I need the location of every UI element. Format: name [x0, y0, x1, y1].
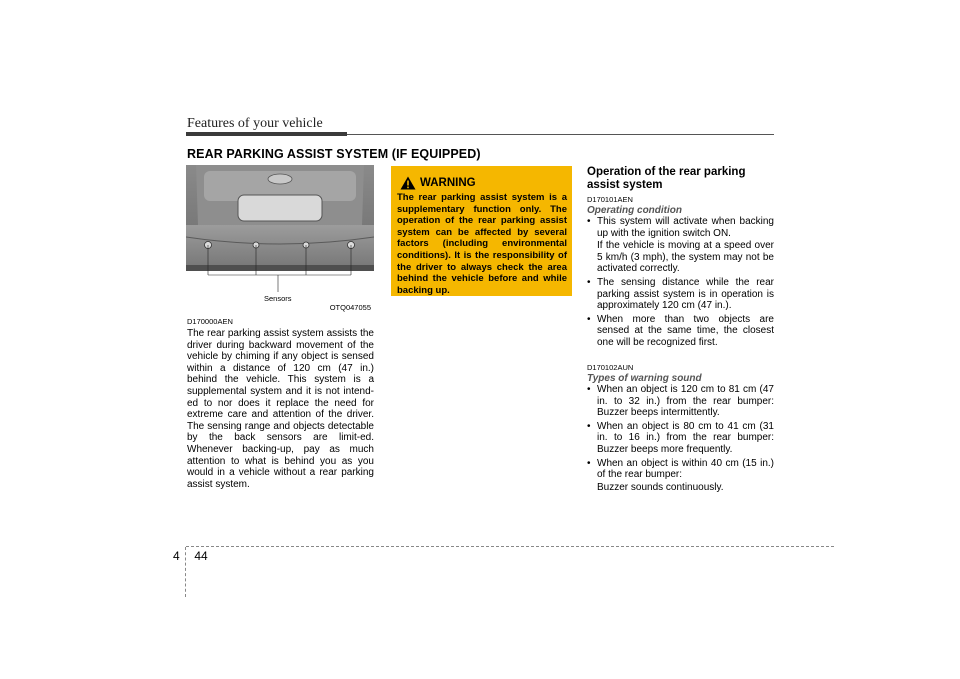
list-item-text: This system will activate when backing up with the ignition switch ON.: [597, 216, 774, 239]
intro-paragraph: The rear parking assist system assists the driver during backward movement of the vehicle by chiming if any object is sensed within a distance of 120 cm (47 in.) behind the vehicle. This system is a supplemental system and it is not intend-ed to nor does it replace the need for extreme care and attention of the driver. The sensing range and objects detectable by the back sensors are limit-ed. Whenever backing-up, pay as much attention to what is behind you as you would in a vehicle without a rear parking assist system.: [187, 328, 374, 490]
footer-rule: [186, 546, 834, 547]
sound-list: [587, 384, 774, 493]
page-number-value: 44: [194, 549, 208, 563]
list-item: [587, 314, 774, 349]
condition-code: D170101AEN: [587, 195, 633, 204]
condition-list: [587, 216, 774, 349]
page-number: [173, 549, 223, 563]
list-item-subtext: If the vehicle is moving at a speed over 5 km/h (3 mph), the system may not be activated correctly.: [597, 240, 774, 275]
chapter-title: Features of your vehicle: [187, 116, 323, 131]
list-item: [587, 384, 774, 419]
list-item: [587, 277, 774, 312]
sound-heading: Types of warning sound: [587, 373, 702, 384]
warning-sound-section: [587, 363, 774, 495]
sound-code: D170102AUN: [587, 363, 634, 372]
figure-code: OTQ047055: [329, 303, 371, 312]
list-item-text: When more than two objects are sensed at the same time, the closest one will be recognized first.: [597, 313, 774, 348]
list-item-subtext: Buzzer sounds continuously.: [597, 481, 724, 493]
list-item: [587, 458, 774, 494]
warning-text: The rear parking assist system is a supplementary function only. The operation of the rear parking assist system can be affected by several factors (including environmental conditions). It is the responsibility of the driver to always check the area behind the vehicle before and while backing up.: [397, 192, 567, 296]
list-item-text: The sensing distance while the rear parking assist system is in operation is approximately 120 cm (47 in.).: [597, 276, 774, 312]
list-item: [587, 216, 774, 275]
vehicle-rear-illustration: [186, 165, 374, 313]
chapter-number: 4: [173, 549, 180, 563]
warning-heading: WARNING: [420, 177, 476, 189]
intro-column: [187, 317, 374, 490]
header-rule: [347, 134, 774, 135]
warning-triangle-icon: [400, 176, 416, 190]
list-item-text: When an object is within 40 cm (15 in.) of the rear bumper:: [597, 457, 774, 481]
section-title: REAR PARKING ASSIST SYSTEM (IF EQUIPPED): [187, 147, 481, 161]
list-item-text: When an object is 80 cm to 41 cm (31 in. to 16 in.) from the rear bumper: Buzzer beeps more frequently.: [597, 420, 774, 455]
list-item: [587, 421, 774, 456]
operating-condition-section: [587, 195, 774, 351]
header-bar: [186, 132, 347, 136]
intro-code: D170000AEN: [187, 317, 233, 326]
list-item-text: When an object is 120 cm to 81 cm (47 in. to 32 in.) from the rear bumper: Buzzer beeps intermittently.: [597, 384, 774, 419]
rear-bumper-figure: [186, 165, 374, 313]
sensors-callout-label: Sensors: [264, 294, 292, 303]
condition-heading: Operating condition: [587, 205, 682, 216]
operation-title: Operation of the rear parking assist system: [587, 166, 746, 191]
warning-box: [391, 166, 572, 296]
